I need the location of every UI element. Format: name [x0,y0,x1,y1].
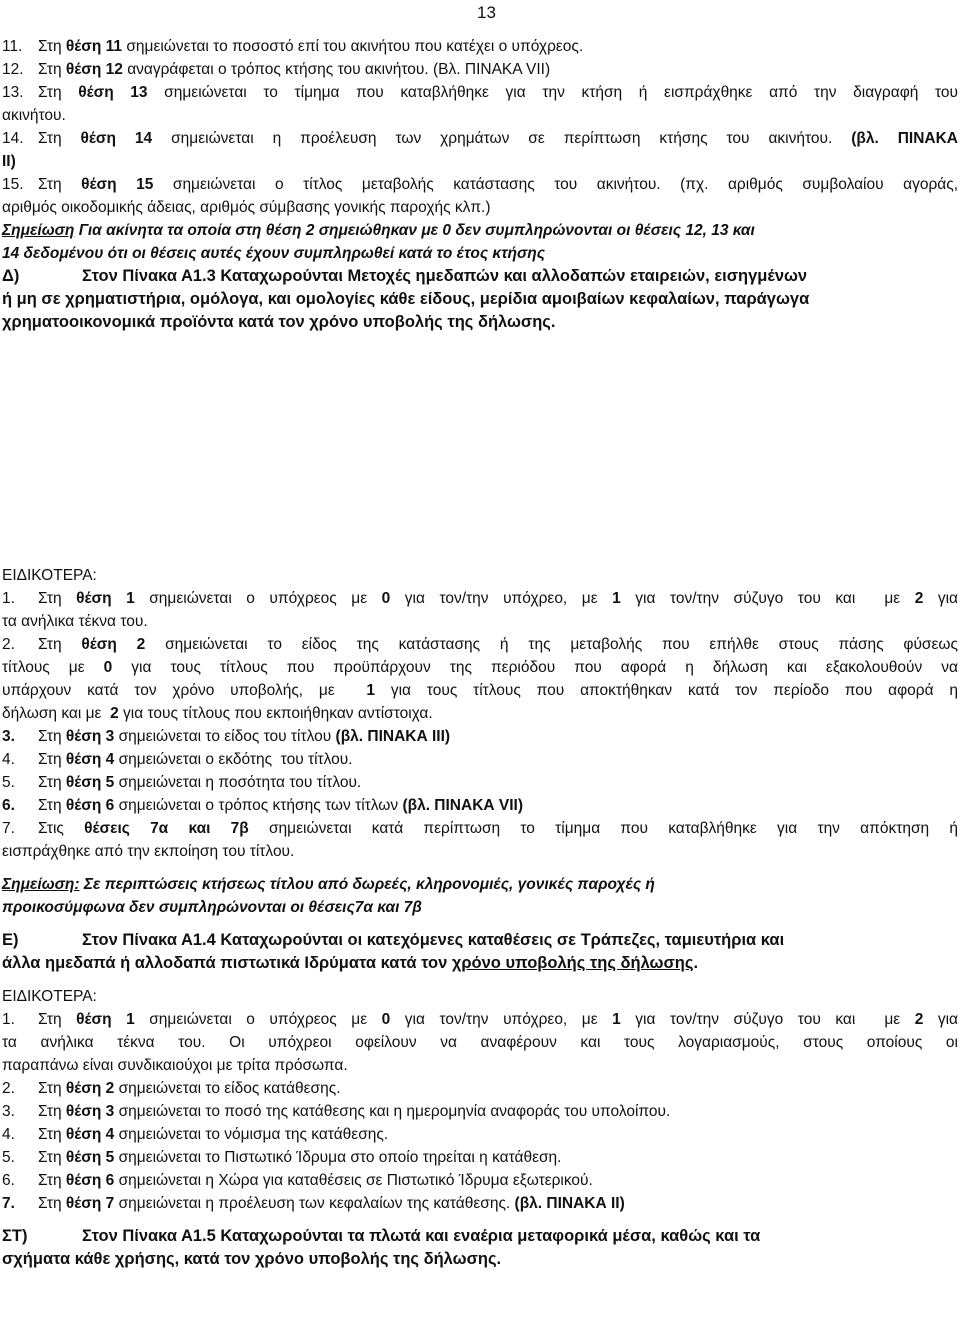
list-item-cont: τα ανήλικα τέκνα του. Οι υπόχρεοι οφείλουν να αναφέρουν και τους λογαριασμούς, στους οποίους οι [2,1034,958,1051]
list-item: 3. Στη θέση 3 σημειώνεται το είδος του τίτλου (βλ. ΠΙΝΑΚΑ III) [2,725,958,748]
note-titles: Σημείωση: Σε περιπτώσεις κτήσεως τίτλου από δωρεές, κληρονομιές, γονικές παροχές ή [2,876,655,893]
list-item: 12. Στη θέση 12 αναγράφεται ο τρόπος κτήσης του ακινήτου. (Βλ. ΠΙΝΑΚΑ VII) [2,58,958,81]
list-item: 4. Στη θέση 4 σημειώνεται το νόμισμα της κατάθεσης. [2,1123,958,1146]
list-item-cont: αριθμός οικοδομικής άδειας, αριθμός σύμβασης γονικής παροχής κλπ.) [2,199,491,216]
section-e-items [2,1008,958,1215]
item-number: 4. [2,751,15,768]
page-content [2,35,958,1271]
list-item-cont: II) [2,153,16,170]
list-item: 2. Στη θέση 2 σημειώνεται το είδος της κατάστασης ή της μεταβολής που επήλθε στους πάσης φύσεως [2,633,958,656]
list-item: 3. Στη θέση 3 σημειώνεται το ποσό της κατάθεσης και η ημερομηνία αναφοράς του υπολοίπου. [2,1100,958,1123]
list-item: 6. Στη θέση 6 σημειώνεται ο τρόπος κτήσης των τίτλων (βλ. ΠΙΝΑΚΑ VII) [2,794,958,817]
list-item: 6. Στη θέση 6 σημειώνεται η Χώρα για καταθέσεις σε Πιστωτικό Ίδρυμα εξωτερικού. [2,1169,958,1192]
item-number: 2. [2,636,15,653]
section-st-heading-cont: σχήματα κάθε χρήσης, κατά τον χρόνο υποβολής της δήλωσης. [2,1250,502,1268]
item-number: 5. [2,774,15,791]
list-item-cont: τίτλους με 0 για τους τίτλους που προϋπάρχουν της περιόδου που αφορά η δήλωση και εξακολουθούν να [2,659,958,676]
list-item: 7. Στις θέσεις 7α και 7β σημειώνεται κατά περίπτωση το τίμημα που καταβλήθηκε για την απόκτηση ή [2,817,958,840]
list-item-cont: δήλωση και με 2 για τους τίτλους που εκποιήθηκαν αντίστοιχα. [2,705,433,722]
specifically-heading-d: ΕΙΔΙΚΟΤΕΡΑ: [2,567,97,584]
section-e-heading: Ε) Στον Πίνακα Α1.4 Καταχωρούνται οι κατεχόμενες καταθέσεις σε Τράπεζες, ταμιευτήρια και [2,931,785,949]
list-item-cont: εισπράχθηκε από την εκποίηση του τίτλου. [2,843,295,860]
section-d-heading-cont2: χρηματοοικονομικά προϊόντα κατά τον χρόνο υποβολής της δήλωσης. [2,313,556,331]
list-item-cont: ακινήτου. [2,107,66,124]
section-c-items [2,35,958,219]
item-number: 5. [2,1149,15,1166]
list-item: 5. Στη θέση 5 σημειώνεται η ποσότητα του τίτλου. [2,771,958,794]
section-d-heading: Δ) Στον Πίνακα Α1.3 Καταχωρούνται Μετοχές ημεδαπών και αλλοδαπών εταιρειών, εισηγμένων [2,267,808,285]
list-item: 15. Στη θέση 15 σημειώνεται ο τίτλος μεταβολής κατάστασης του ακινήτου. (πχ. αριθμός συμβολαίου αγοράς, [2,173,958,196]
item-number: 6. [2,1172,15,1189]
item-number: 13. [2,84,24,101]
list-item: 14. Στη θέση 14 σημειώνεται η προέλευση των χρημάτων σε περίπτωση κτήσης του ακινήτου. (βλ. ΠΙΝΑΚΑ [2,127,958,150]
list-item-cont: τα ανήλικα τέκνα του. [2,613,148,630]
list-item: 4. Στη θέση 4 σημειώνεται ο εκδότης του τίτλου. [2,748,958,771]
note-real-estate-cont: 14 δεδομένου ότι οι θέσεις αυτές έχουν συμπληρωθεί κατά το έτος κτήσης [2,245,546,262]
item-number: 7. [2,820,15,837]
section-d-heading-cont: ή μη σε χρηματιστήρια, ομόλογα, και ομολογίες κάθε είδους, μερίδια αμοιβαίων κεφαλαίων, παράγωγα [2,290,810,308]
item-number: 7. [2,1195,15,1212]
item-number: 6. [2,797,15,814]
list-item: 2. Στη θέση 2 σημειώνεται το είδος κατάθεσης. [2,1077,958,1100]
specifically-heading-e: ΕΙΔΙΚΟΤΕΡΑ: [2,988,97,1005]
section-st-heading: ΣΤ) Στον Πίνακα Α1.5 Καταχωρούνται τα πλωτά και εναέρια μεταφορικά μέσα, καθώς και τα [2,1227,761,1245]
list-item: 1. Στη θέση 1 σημειώνεται ο υπόχρεος με 0 για τον/την υπόχρεο, με 1 για τον/την σύζυγο του και με 2 για [2,587,958,610]
item-number: 4. [2,1126,15,1143]
list-item-cont: παραπάνω είναι συνδικαιούχοι με τρίτα πρόσωπα. [2,1057,348,1074]
item-number: 1. [2,1011,15,1028]
list-item: 11. Στη θέση 11 σημειώνεται το ποσοστό επί του ακινήτου που κατέχει ο υπόχρεος. [2,35,958,58]
note-titles-cont: προικοσύμφωνα δεν συμπληρώνονται οι θέσεις7α και 7β [2,899,422,916]
item-number: 2. [2,1080,15,1097]
item-number: 3. [2,728,15,745]
item-number: 12. [2,61,24,78]
item-number: 11. [2,38,23,55]
section-d-items [2,587,958,863]
list-item: 5. Στη θέση 5 σημειώνεται το Πιστωτικό Ίδρυμα στο οποίο τηρείται η κατάθεση. [2,1146,958,1169]
section-e-heading-cont: άλλα ημεδαπά ή αλλοδαπά πιστωτικά Ιδρύματα κατά τον χρόνο υποβολής της δήλωσης. [2,954,699,972]
list-item-cont: υπάρχουν κατά τον χρόνο υποβολής, με 1 για τους τίτλους που αποκτήθηκαν κατά τον περίοδο που αφορά η [2,682,959,699]
item-number: 1. [2,590,15,607]
item-number: 3. [2,1103,15,1120]
note-real-estate: Σημείωση Για ακίνητα τα οποία στη θέση 2 σημειώθηκαν με 0 δεν συμπληρώνονται οι θέσεις 12, 13 και [2,222,755,239]
list-item: 1. Στη θέση 1 σημειώνεται ο υπόχρεος με 0 για τον/την υπόχρεο, με 1 για τον/την σύζυγο του και με 2 για [2,1008,958,1031]
list-item: 13. Στη θέση 13 σημειώνεται το τίμημα που καταβλήθηκε για την κτήση ή εισπράχθηκε από την διαγραφή του [2,81,958,104]
page-number: 13 [477,3,496,22]
list-item: 7. Στη θέση 7 σημειώνεται η προέλευση των κεφαλαίων της κατάθεσης. (βλ. ΠΙΝΑΚΑ II) [2,1192,958,1215]
item-number: 15. [2,176,24,193]
item-number: 14. [2,130,24,147]
